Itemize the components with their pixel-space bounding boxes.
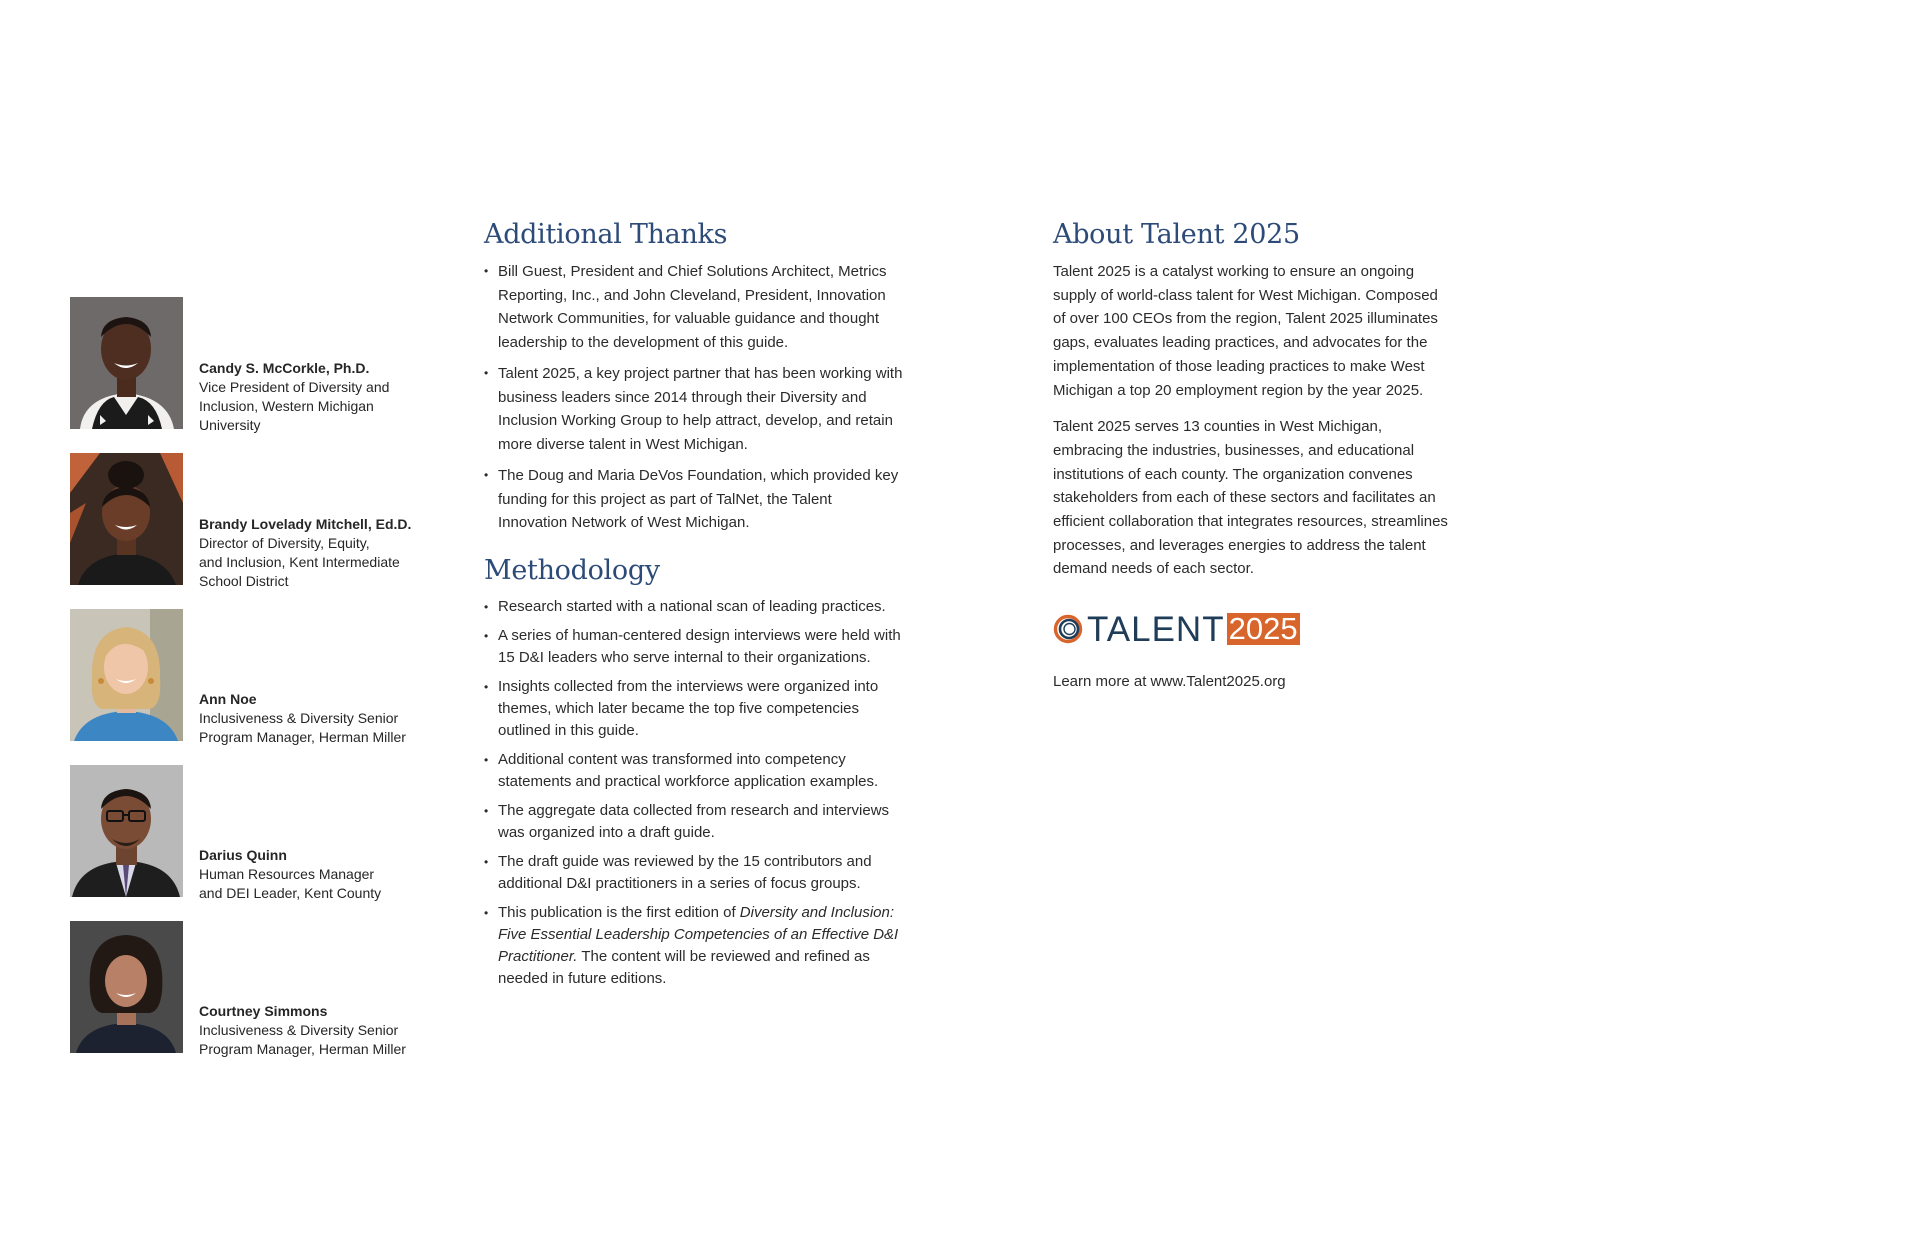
contributors-list	[70, 297, 430, 1077]
contributor-role: Vice President of Diversity and Inclusion, Western Michigan University	[199, 379, 390, 433]
logo-year: 2025	[1228, 611, 1298, 647]
list-item-text: This publication is the first edition of	[498, 903, 740, 921]
contributor-card	[70, 921, 430, 1057]
methodology-list	[484, 596, 904, 990]
list-item: • Research started with a national scan of leading practices.	[484, 596, 904, 618]
contributor-photo	[70, 297, 183, 429]
logo-wordmark: TALENT	[1087, 609, 1225, 649]
about-paragraph: Talent 2025 is a catalyst working to ensure an ongoing supply of world-class talent for West Michigan. Composed of over 100 CEOs from the region, Talent 2025 illuminates gaps, evaluates leading practices, and advocates for the implementation of those leading practices to make West Michigan a top 20 employment region by the year 2025.	[1053, 263, 1438, 399]
list-item-text: The content will be reviewed and refined as needed in future editions.	[498, 947, 870, 987]
list-item: • The draft guide was reviewed by the 15 contributors and additional D&I practitioners in a series of focus groups.	[484, 851, 904, 895]
contributor-role: Inclusiveness & Diversity Senior Program Manager, Herman Miller	[199, 710, 406, 745]
list-item: • The Doug and Maria DeVos Foundation, which provided key funding for this project as part of TalNet, the Talent Innovation Network of West Michigan.	[484, 464, 904, 535]
contributor-card	[70, 297, 430, 433]
contributor-photo	[70, 921, 183, 1053]
contributor-name: Brandy Lovelady Mitchell, Ed.D.	[199, 516, 412, 532]
list-item: • Insights collected from the interviews were organized into themes, which later became the top five competencies outlined in this guide.	[484, 676, 904, 742]
thanks-and-methodology	[484, 219, 904, 997]
publication-title: Diversity and Inclusion: Five Essential Leadership Competencies of an Effective D&I Practitioner.	[498, 903, 899, 965]
list-item: • Talent 2025, a key project partner that has been working with business leaders since 2014 through their Diversity and Inclusion Working Group to help attract, develop, and retain more diverse talent in West Michigan.	[484, 362, 904, 456]
list-item: • Bill Guest, President and Chief Solutions Architect, Metrics Reporting, Inc., and John Cleveland, President, Innovation Network Communities, for valuable guidance and thought leadership to the development of this guide.	[484, 260, 904, 354]
contributor-photo	[70, 453, 183, 585]
thanks-list	[484, 260, 904, 535]
contributor-photo	[70, 609, 183, 741]
contributor-card	[70, 765, 430, 901]
contributor-name: Ann Noe	[199, 691, 257, 707]
contributor-card	[70, 609, 430, 745]
talent-2025-logo	[1053, 609, 1453, 649]
ring-logo-icon	[1053, 614, 1083, 644]
contributor-role: Human Resources Manager and DEI Leader, Kent County	[199, 866, 382, 901]
learn-more-link[interactable]: Learn more at www.Talent2025.org	[1053, 673, 1286, 691]
contributor-role: Director of Diversity, Equity, and Inclusion, Kent Intermediate School District	[199, 535, 400, 589]
list-item: • A series of human-centered design interviews were held with 15 D&I leaders who serve internal to their organizations.	[484, 625, 904, 669]
list-item: • The aggregate data collected from research and interviews was organized into a draft guide.	[484, 800, 904, 844]
list-item: • Additional content was transformed into competency statements and practical workforce application examples.	[484, 749, 904, 793]
contributor-photo	[70, 765, 183, 897]
about-paragraph: Talent 2025 serves 13 counties in West Michigan, embracing the industries, businesses, and educational institutions of each county. The organization convenes stakeholders from each of these sectors and facilitates an efficient collaboration that integrates resources, streamlines processes, and leverages energies to address the talent demand needs of each sector.	[1053, 418, 1448, 578]
methodology-heading: Methodology	[484, 554, 660, 586]
contributor-name: Courtney Simmons	[199, 1003, 328, 1019]
contributor-card	[70, 453, 430, 589]
contributor-name: Candy S. McCorkle, Ph.D.	[199, 360, 370, 376]
list-item	[484, 902, 904, 990]
thanks-heading: Additional Thanks	[484, 219, 728, 250]
about-heading: About Talent 2025	[1053, 219, 1300, 250]
contributor-role: Inclusiveness & Diversity Senior Program Manager, Herman Miller	[199, 1022, 406, 1057]
contributor-name: Darius Quinn	[199, 847, 287, 863]
about-section	[1053, 219, 1453, 690]
